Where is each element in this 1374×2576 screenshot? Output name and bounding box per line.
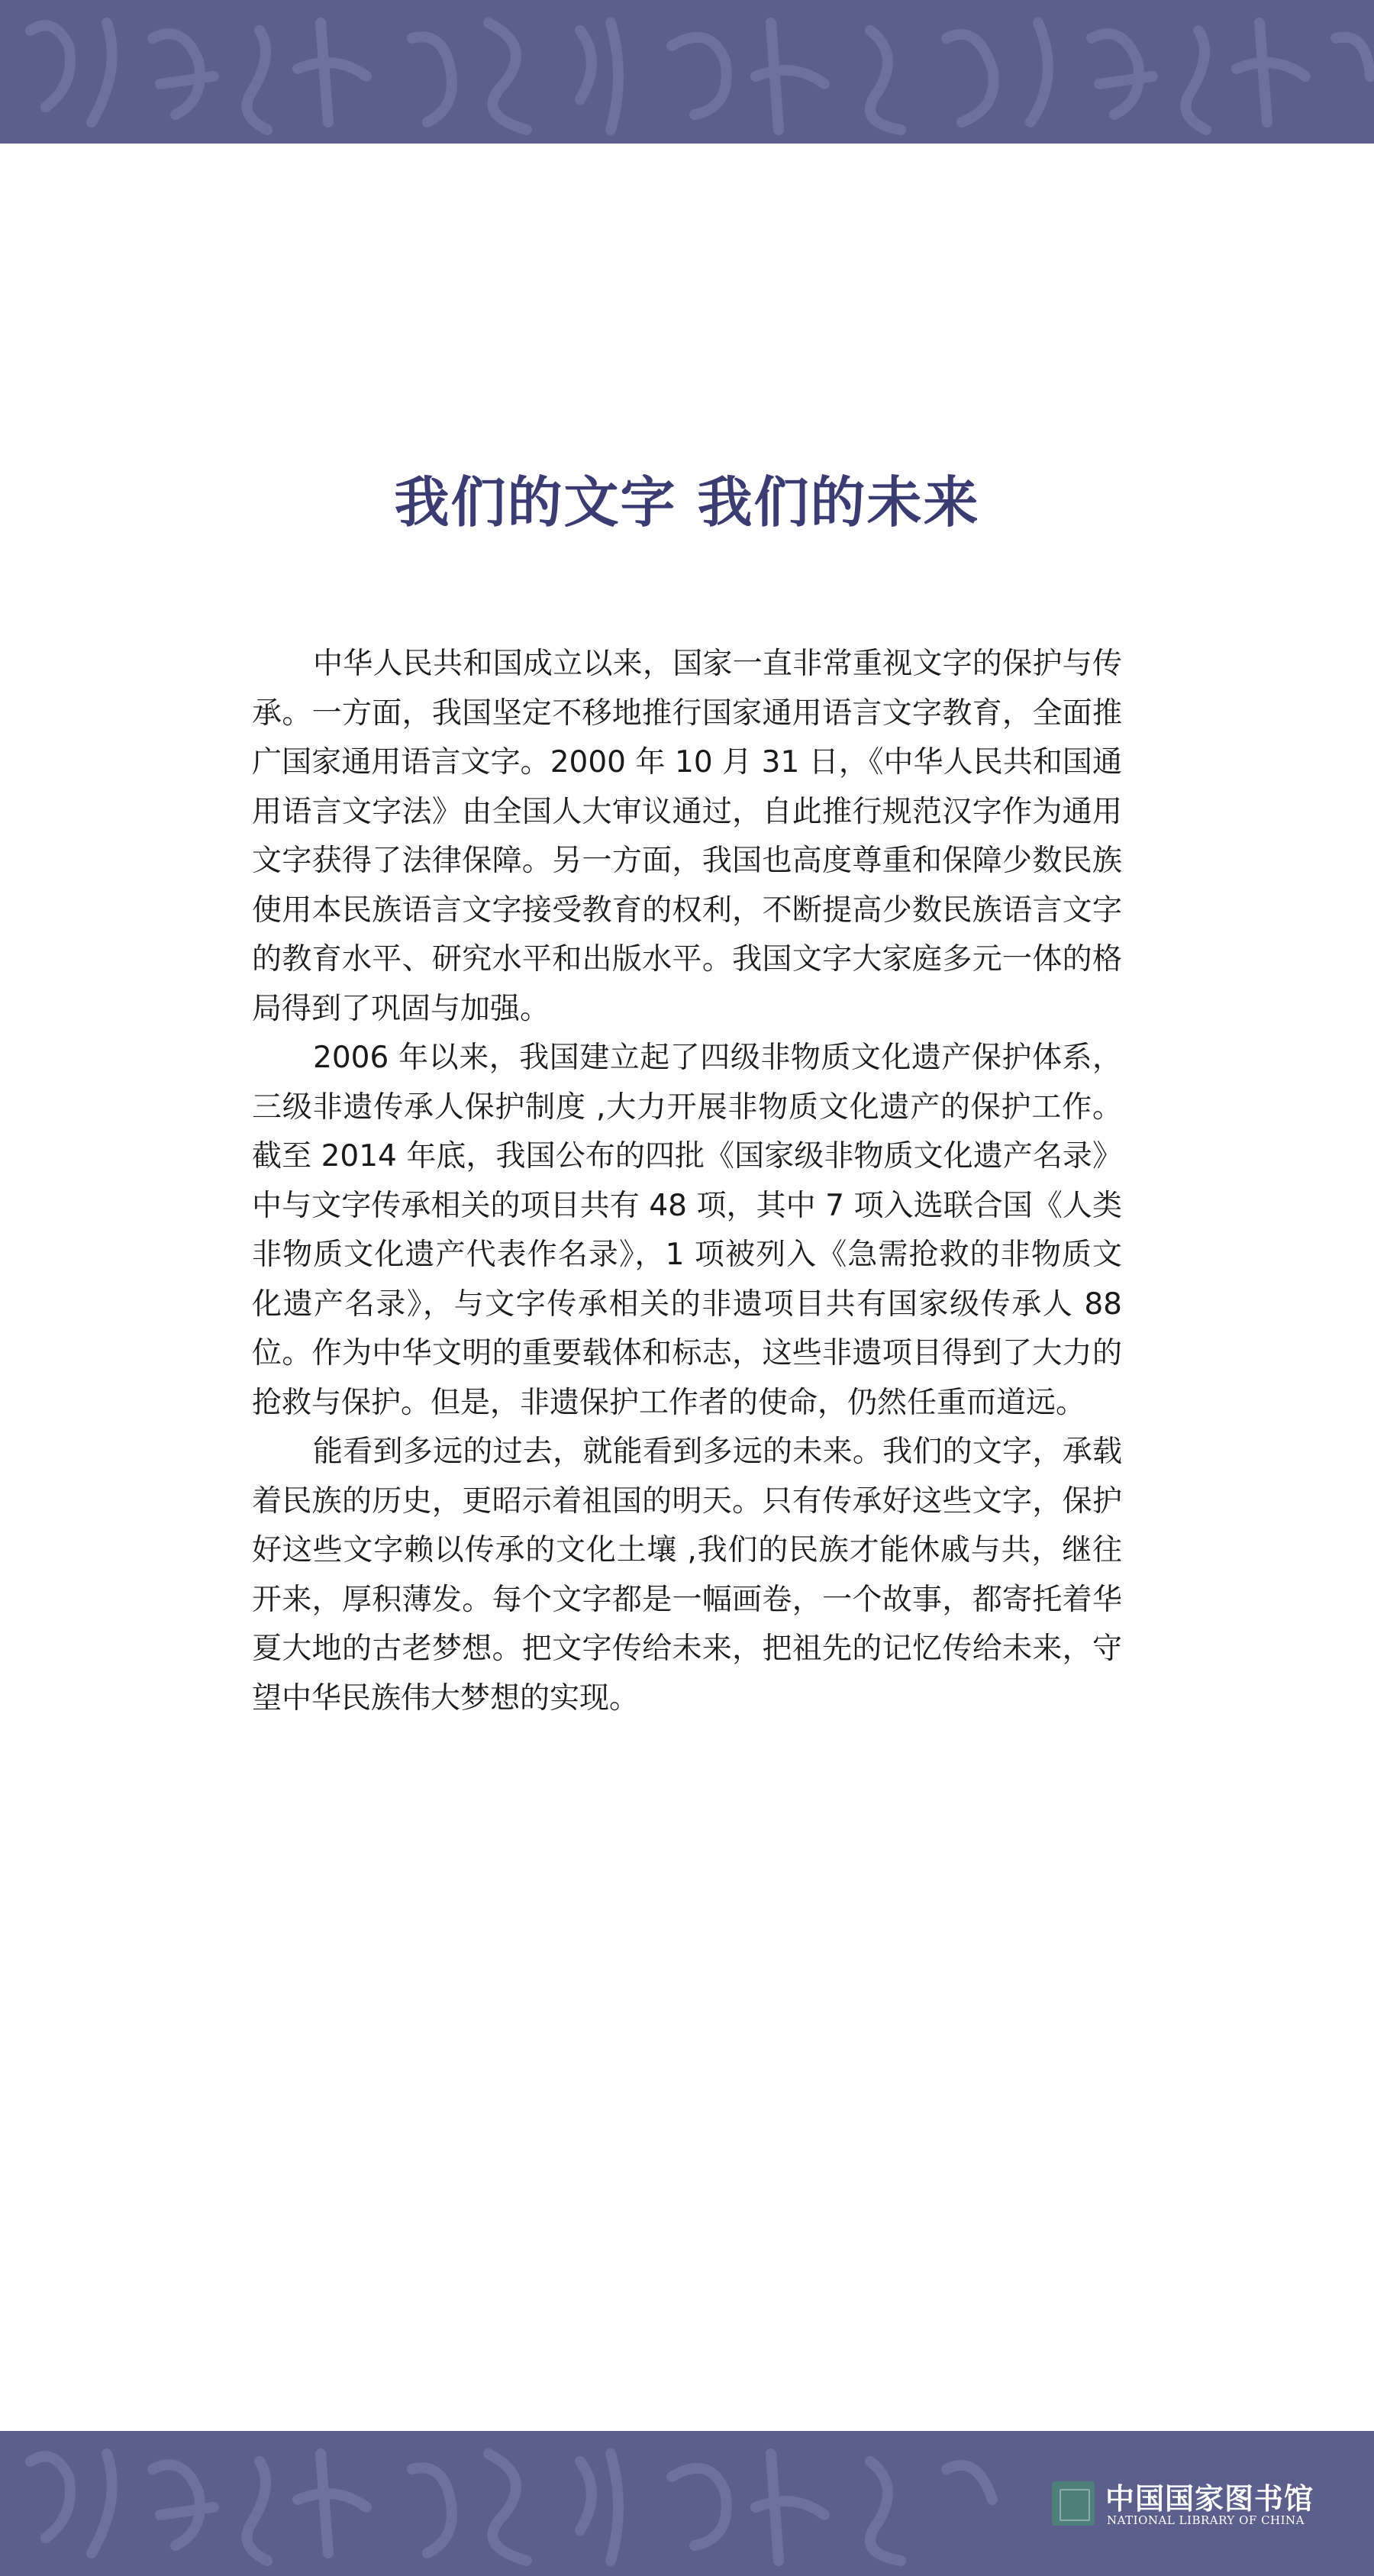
library-logo bbox=[1052, 2474, 1327, 2535]
paragraph-2: 2006 年以来，我国建立起了四级非物质文化遗产保护体系，三级非遗传承人保护制度 ,大力开展非物质文化遗产的保护工作。截至 2014 年底，我国公布的四批《国家级非物质文化遗产名录》中与文字传承相关的项目共有 48 项，其中 7 项入选联合国《人类非物质文化遗产代表作名录》，1 项被列入《急需抢救的非物质文化遗产名录》，与文字传承相关的非遗项目共有国家级传承人 88 位。作为中华文明的重要载体和标志，这些非遗项目得到了大力的抢救与保护。但是，非遗保护工作者的使命，仍然任重而道远。 bbox=[252, 1041, 1122, 1420]
library-seal-icon bbox=[1052, 2481, 1095, 2526]
top-banner bbox=[0, 0, 1374, 144]
logo-english-name: NATIONAL LIBRARY OF CHINA bbox=[1107, 2513, 1305, 2527]
page-title: 我们的文字 我们的未来 bbox=[394, 470, 980, 534]
paragraph-3: 能看到多远的过去，就能看到多远的未来。我们的文字，承载着民族的历史，更昭示着祖国的明天。只有传承好这些文字，保护好这些文字赖以传承的文化土壤 ,我们的民族才能休戚与共，继往开来，厚积薄发。每个文字都是一幅画卷，一个故事，都寄托着华夏大地的古老梦想。把文字传给未来，把祖先的记忆传给未来，守望中华民族伟大梦想的实现。 bbox=[252, 1435, 1122, 1716]
logo-chinese-name: 中国国家图书馆 bbox=[1105, 2481, 1314, 2516]
calligraphy-pattern-icon bbox=[0, 0, 1374, 144]
paragraph-1: 中华人民共和国成立以来，国家一直非常重视文字的保护与传承。一方面，我国坚定不移地推行国家通用语言文字教育，全面推广国家通用语言文字。2000 年 10 月 31 日，《中华人民共和国通用语言文字法》由全国人大审议通过，自此推行规范汉字作为通用文字获得了法律保障。另一方面，我国也高度尊重和保障少数民族使用本民族语言文字接受教育的权利，不断提高少数民族语言文字的教育水平、研究水平和出版水平。我国文字大家庭多元一体的格局得到了巩固与加强。 bbox=[252, 647, 1122, 1026]
article-body bbox=[252, 640, 1122, 1723]
